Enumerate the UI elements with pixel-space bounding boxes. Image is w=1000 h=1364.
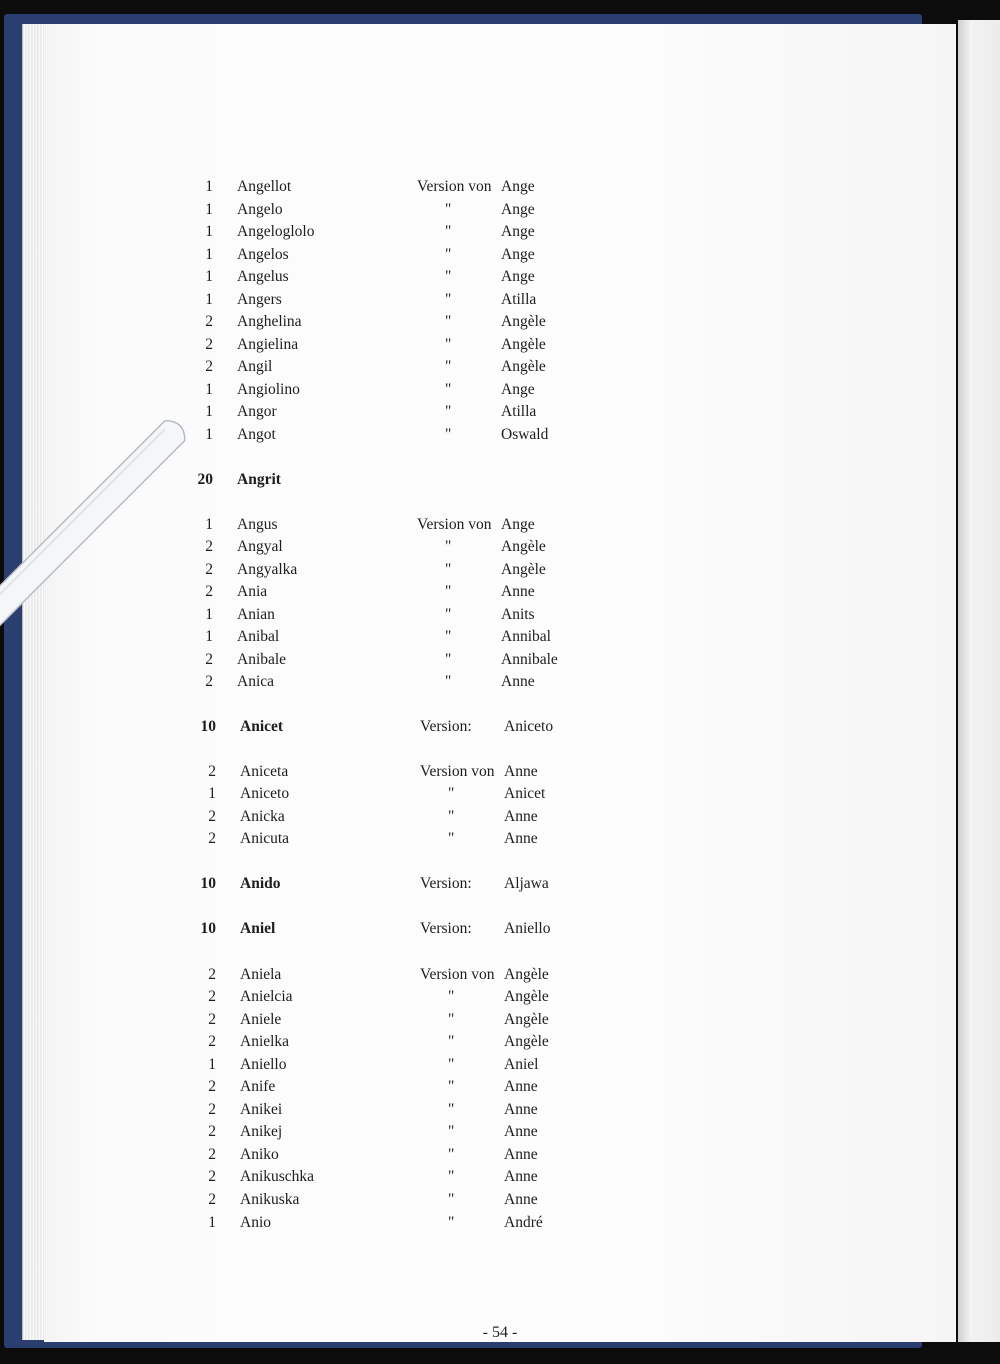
entry-count: 2 (208, 1123, 216, 1140)
entry-count: 10 (200, 920, 216, 937)
entry-target: Angèle (501, 336, 546, 353)
entry-ditto-mark: " (445, 673, 452, 690)
list-row (205, 559, 657, 581)
entry-count: 1 (205, 606, 213, 623)
entry-target: Ange (501, 223, 535, 240)
entry-name: Angyalka (237, 561, 298, 578)
entry-ditto-mark: " (448, 1056, 455, 1073)
list-row (205, 244, 657, 266)
entry-count: 2 (208, 1168, 216, 1185)
entry-ditto-mark: " (448, 988, 455, 1005)
entry-ditto-mark: " (448, 1101, 455, 1118)
entry-ditto-mark: " (445, 336, 452, 353)
entry-ditto-mark: " (445, 426, 452, 443)
entry-name: Anibal (237, 628, 280, 645)
list-row (208, 806, 660, 828)
list-row (208, 828, 660, 850)
list-row (205, 199, 657, 221)
entry-target: Aljawa (504, 875, 549, 892)
entry-count: 1 (205, 246, 213, 263)
list-row (208, 761, 660, 783)
entry-ditto-mark: " (445, 201, 452, 218)
entry-count: 2 (208, 1011, 216, 1028)
entry-version-label: Version: (420, 920, 472, 937)
book-page (44, 24, 956, 1342)
entry-ditto-mark: " (448, 1078, 455, 1095)
entry-ditto-mark: " (448, 1168, 455, 1185)
list-row (205, 536, 657, 558)
entry-count: 2 (208, 1078, 216, 1095)
entry-name: Angeloglolo (237, 223, 315, 240)
entry-target: Ange (501, 268, 535, 285)
entry-target: Anne (504, 763, 538, 780)
entry-name: Anife (240, 1078, 276, 1095)
entry-ditto-mark: " (448, 1033, 455, 1050)
entry-count: 1 (205, 178, 213, 195)
entry-target: Anne (504, 830, 538, 847)
entry-count: 1 (208, 1056, 216, 1073)
entry-name: Angers (237, 291, 282, 308)
entry-target: Anne (501, 673, 535, 690)
page-number: - 54 - (482, 1324, 518, 1341)
entry-target: Anne (504, 1191, 538, 1208)
entry-ditto-mark: " (448, 1146, 455, 1163)
list-row (205, 649, 657, 671)
entry-ditto-mark: " (448, 808, 455, 825)
list-row (197, 469, 657, 491)
entry-count: 1 (205, 291, 213, 308)
entry-ditto-mark: " (448, 1123, 455, 1140)
entry-ditto-mark: " (448, 1011, 455, 1028)
entry-name: Anibale (237, 651, 287, 668)
entry-version-label: Version von (420, 763, 495, 780)
list-row (205, 424, 657, 446)
entry-version-label: Version von (417, 516, 492, 533)
entry-name: Aniello (240, 1056, 287, 1073)
entry-ditto-mark: " (448, 1191, 455, 1208)
entry-ditto-mark: " (445, 628, 452, 645)
entry-target: Angèle (501, 358, 546, 375)
entry-target: Anne (501, 583, 535, 600)
list-row (205, 581, 657, 603)
list-row (205, 311, 657, 333)
entry-target: Angèle (501, 538, 546, 555)
entry-version-label: Version: (420, 718, 472, 735)
entry-target: Angèle (504, 988, 549, 1005)
entry-name: Angellot (237, 178, 292, 195)
entry-count: 20 (197, 471, 213, 488)
entry-target: Anne (504, 808, 538, 825)
entry-target: Angèle (504, 1033, 549, 1050)
list-row (205, 604, 657, 626)
entry-name: Aniceto (240, 785, 290, 802)
entry-name: Anicuta (240, 830, 290, 847)
entry-name: Anikuschka (240, 1168, 315, 1185)
entry-count: 2 (208, 1101, 216, 1118)
entry-name: Anian (237, 606, 275, 623)
entry-target: Ange (501, 178, 535, 195)
entry-target: Angèle (501, 561, 546, 578)
entry-name: Anicet (240, 718, 284, 735)
entry-name: Angus (237, 516, 278, 533)
entry-target: Aniel (504, 1056, 539, 1073)
list-row (208, 1031, 660, 1053)
entry-name: Anicka (240, 808, 285, 825)
entry-name: Anghelina (237, 313, 302, 330)
list-row (208, 1076, 660, 1098)
entry-count: 1 (208, 785, 216, 802)
entry-count: 1 (205, 516, 213, 533)
entry-ditto-mark: " (448, 1214, 455, 1231)
entry-target: Angèle (501, 313, 546, 330)
entry-count: 2 (208, 1191, 216, 1208)
entry-ditto-mark: " (445, 651, 452, 668)
entry-name: Angielina (237, 336, 299, 353)
list-row (205, 356, 657, 378)
list-row (200, 716, 660, 738)
entry-target: Ange (501, 516, 535, 533)
entry-name: Angrit (237, 471, 281, 488)
entry-name: Anica (237, 673, 275, 690)
entry-count: 2 (208, 988, 216, 1005)
entry-target: Oswald (501, 426, 549, 443)
entry-version-label: Version von (417, 178, 492, 195)
entry-name: Anikuska (240, 1191, 300, 1208)
list-row (205, 401, 657, 423)
entry-name: Angor (237, 403, 277, 420)
list-row (205, 514, 657, 536)
entry-count: 2 (205, 561, 213, 578)
list-row (200, 873, 660, 895)
entry-ditto-mark: " (448, 830, 455, 847)
entry-target: Anicet (504, 785, 546, 802)
entry-name: Anikej (240, 1123, 283, 1140)
entry-target: Aniello (504, 920, 551, 937)
list-row (208, 986, 660, 1008)
entry-count: 1 (205, 268, 213, 285)
list-row (208, 1054, 660, 1076)
entry-ditto-mark: " (445, 606, 452, 623)
entry-name: Aniel (240, 920, 276, 937)
entry-count: 10 (200, 875, 216, 892)
entry-ditto-mark: " (445, 223, 452, 240)
entry-ditto-mark: " (448, 785, 455, 802)
entry-count: 2 (205, 651, 213, 668)
list-row (208, 1166, 660, 1188)
entry-name: Anielka (240, 1033, 290, 1050)
entry-target: Ange (501, 381, 535, 398)
entry-name: Anio (240, 1214, 271, 1231)
entry-count: 1 (205, 223, 213, 240)
list-row (205, 289, 657, 311)
list-row (205, 626, 657, 648)
list-row (208, 964, 660, 986)
entry-target: Atilla (501, 291, 537, 308)
entry-count: 1 (205, 201, 213, 218)
entry-count: 2 (208, 808, 216, 825)
entry-name: Angot (237, 426, 276, 443)
entry-count: 2 (205, 358, 213, 375)
entry-count: 1 (205, 426, 213, 443)
entry-target: Ange (501, 201, 535, 218)
entry-count: 2 (205, 336, 213, 353)
entry-ditto-mark: " (445, 358, 452, 375)
entry-name: Angiolino (237, 381, 300, 398)
list-row (208, 783, 660, 805)
entry-count: 2 (208, 966, 216, 983)
entry-ditto-mark: " (445, 561, 452, 578)
entry-name: Aniko (240, 1146, 279, 1163)
list-row (205, 334, 657, 356)
entry-name: Anikei (240, 1101, 283, 1118)
entry-count: 1 (205, 403, 213, 420)
entry-target: Anne (504, 1168, 538, 1185)
list-row (208, 1189, 660, 1211)
list-row (205, 221, 657, 243)
entry-name: Aniceta (240, 763, 289, 780)
entry-name: Angelus (237, 268, 289, 285)
entry-name: Anielcia (240, 988, 293, 1005)
entry-target: Anne (504, 1078, 538, 1095)
entry-count: 2 (205, 313, 213, 330)
entry-count: 2 (205, 538, 213, 555)
entry-name: Ania (237, 583, 268, 600)
entry-ditto-mark: " (445, 291, 452, 308)
entry-name: Angil (237, 358, 273, 375)
list-row (205, 671, 657, 693)
entry-target: Ange (501, 246, 535, 263)
list-row (208, 1009, 660, 1031)
entry-target: Annibal (501, 628, 551, 645)
entry-count: 2 (208, 1033, 216, 1050)
entry-target: Anne (504, 1101, 538, 1118)
entry-count: 10 (200, 718, 216, 735)
entry-target: André (504, 1214, 543, 1231)
entry-target: Anne (504, 1123, 538, 1140)
entry-count: 1 (205, 628, 213, 645)
entry-ditto-mark: " (445, 313, 452, 330)
entry-name: Angyal (237, 538, 283, 555)
list-row (205, 176, 657, 198)
entry-target: Atilla (501, 403, 537, 420)
next-page-edge (958, 20, 1000, 1342)
entry-count: 1 (208, 1214, 216, 1231)
list-row (208, 1121, 660, 1143)
entry-version-label: Version: (420, 875, 472, 892)
entry-count: 2 (208, 1146, 216, 1163)
entry-name: Angelo (237, 201, 283, 218)
list-row (205, 379, 657, 401)
entry-count: 2 (205, 583, 213, 600)
list-row (208, 1144, 660, 1166)
entry-target: Annibale (501, 651, 558, 668)
entry-target: Anits (501, 606, 535, 623)
entry-name: Aniela (240, 966, 282, 983)
entry-ditto-mark: " (445, 403, 452, 420)
entry-target: Angèle (504, 1011, 549, 1028)
entry-target: Angèle (504, 966, 549, 983)
entry-count: 2 (208, 763, 216, 780)
list-row (208, 1099, 660, 1121)
entry-ditto-mark: " (445, 268, 452, 285)
entry-ditto-mark: " (445, 381, 452, 398)
entry-version-label: Version von (420, 966, 495, 983)
entry-target: Aniceto (504, 718, 554, 735)
entry-count: 2 (205, 673, 213, 690)
entry-ditto-mark: " (445, 538, 452, 555)
entry-ditto-mark: " (445, 246, 452, 263)
list-row (208, 1212, 660, 1234)
entry-name: Angelos (237, 246, 289, 263)
entry-target: Anne (504, 1146, 538, 1163)
list-row (200, 918, 660, 940)
entry-ditto-mark: " (445, 583, 452, 600)
entry-name: Anido (240, 875, 281, 892)
entry-count: 1 (205, 381, 213, 398)
entry-count: 2 (208, 830, 216, 847)
entry-name: Aniele (240, 1011, 282, 1028)
list-row (205, 266, 657, 288)
